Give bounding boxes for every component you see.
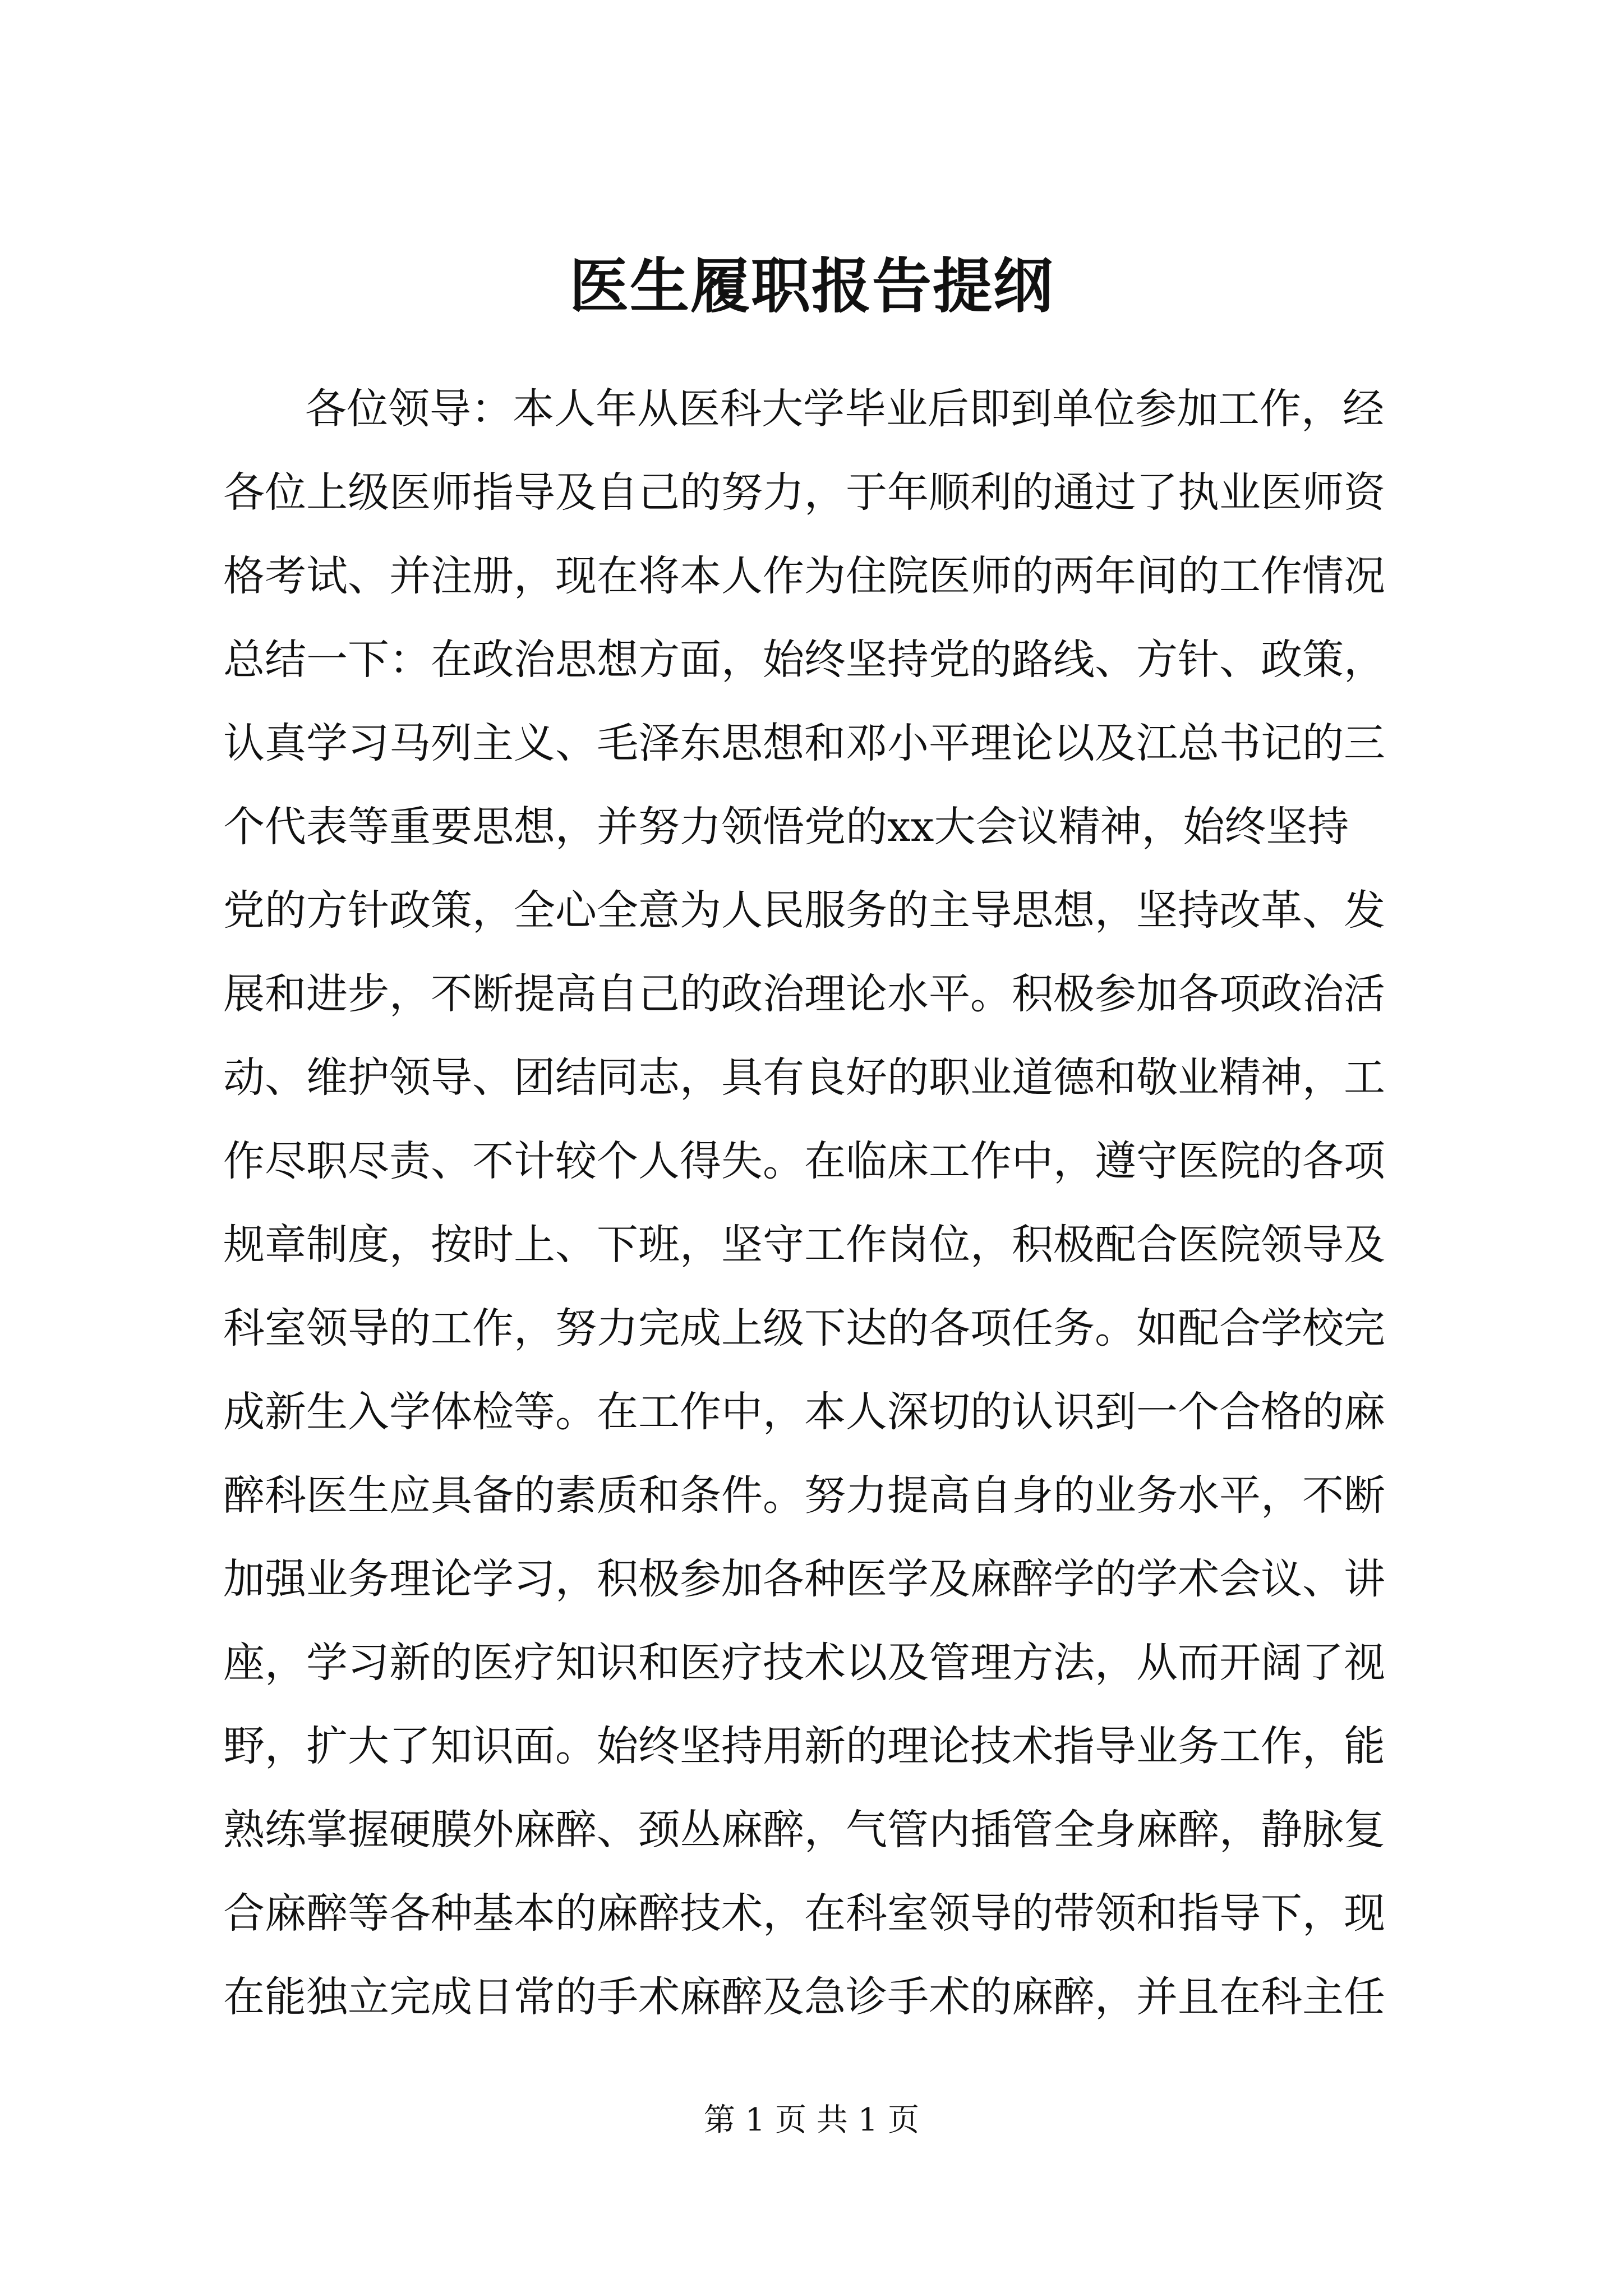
page-footer: 第 1 页 共 1 页 [703, 2102, 920, 2138]
body-line: 格考试、并注册，现在将本人作为住院医师的两年间的工作情况 [223, 552, 1385, 600]
body-line: 野，扩大了知识面。始终坚持用新的理论技术指导业务工作，能 [223, 1722, 1385, 1770]
body-line: 展和进步，不断提高自己的政治理论水平。积极参加各项政治活 [223, 970, 1385, 1018]
body-line: 规章制度，按时上、下班，坚守工作岗位，积极配合医院领导及 [223, 1221, 1385, 1269]
body-line: 加强业务理论学习，积极参加各种医学及麻醉学的学术会议、讲 [223, 1555, 1385, 1603]
body-line: 总结一下：在政治思想方面，始终坚持党的路线、方针、政策， [223, 636, 1385, 684]
body-line: 醉科医生应具备的素质和条件。努力提高自身的业务水平，不断 [223, 1471, 1385, 1520]
body-line: 各位上级医师指导及自己的努力，于年顺利的通过了执业医师资 [223, 468, 1385, 517]
body-line: 熟练掌握硬膜外麻醉、颈丛麻醉，气管内插管全身麻醉，静脉复 [223, 1806, 1385, 1854]
body-line: 在能独立完成日常的手术麻醉及急诊手术的麻醉，并且在科主任 [223, 1973, 1385, 2021]
body-line: 成新生入学体检等。在工作中，本人深切的认识到一个合格的麻 [223, 1388, 1385, 1436]
body-line: 各位领导：本人年从医科大学毕业后即到单位参加工作，经 [305, 385, 1384, 433]
body-line: 合麻醉等各种基本的麻醉技术，在科室领导的带领和指导下，现 [223, 1889, 1385, 1938]
body-line: 党的方针政策，全心全意为人民服务的主导思想，坚持改革、发 [223, 886, 1385, 935]
body-line: 认真学习马列主义、毛泽东思想和邓小平理论以及江总书记的三 [223, 719, 1385, 767]
body-line: 座，学习新的医疗知识和医疗技术以及管理方法，从而开阔了视 [223, 1639, 1385, 1687]
body-line: 科室领导的工作，努力完成上级下达的各项任务。如配合学校完 [223, 1304, 1385, 1352]
body-line: 作尽职尽责、不计较个人得失。在临床工作中，遵守医院的各项 [223, 1137, 1385, 1185]
body-line: 个代表等重要思想，并努力领悟党的xx大会议精神，始终坚持 [223, 803, 1349, 851]
body-text [223, 367, 1407, 2039]
body-line: 动、维护领导、团结同志，具有良好的职业道德和敬业精神，工 [223, 1053, 1385, 1102]
document-title: 医生履职报告提纲 [569, 251, 1054, 321]
